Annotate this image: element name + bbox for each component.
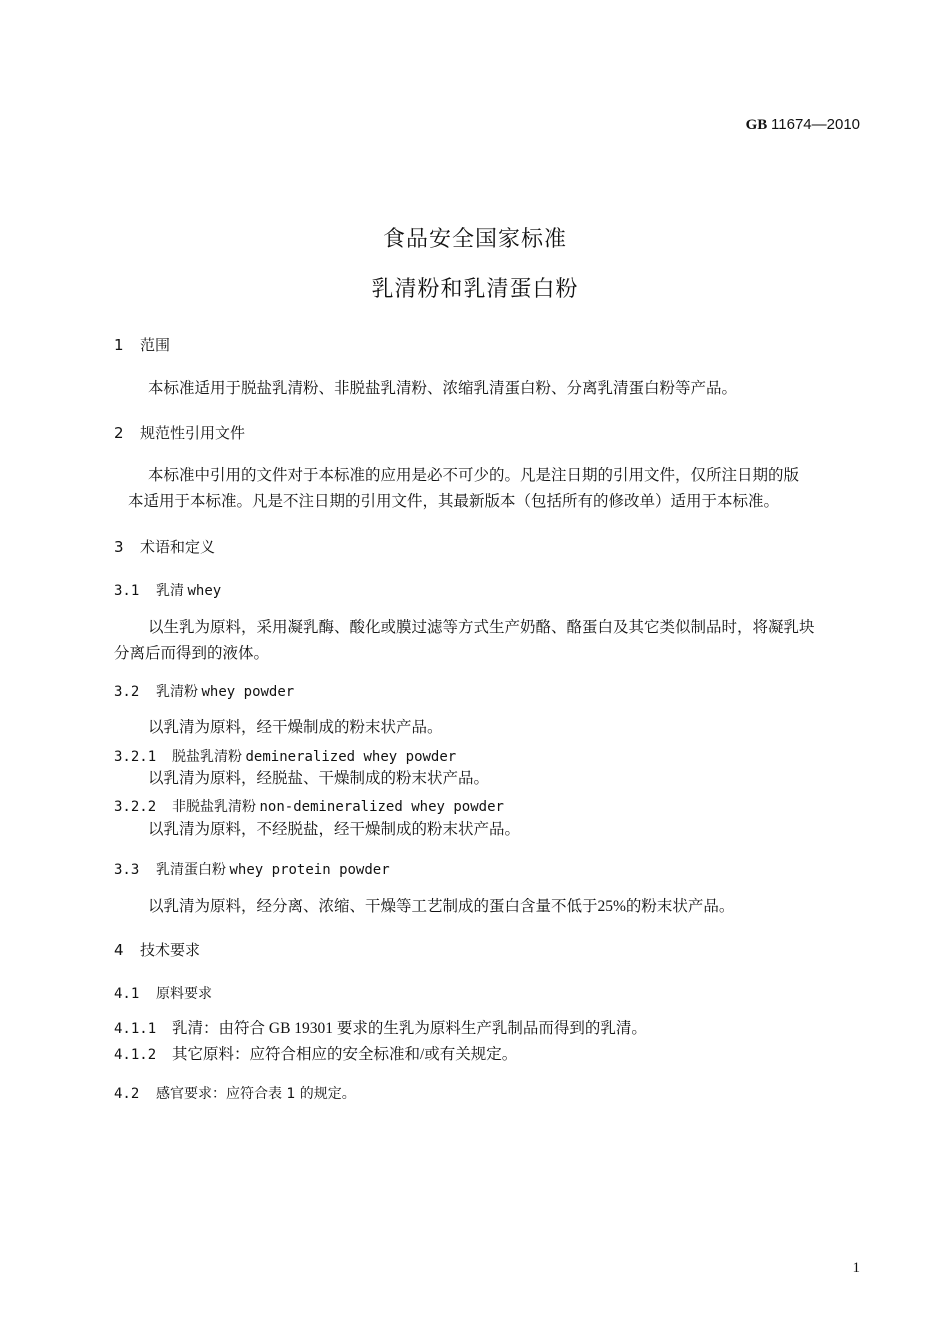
section-title: 术语和定义 bbox=[140, 538, 216, 556]
term-en: demineralized whey powder bbox=[245, 749, 457, 765]
section-4-1-1 bbox=[114, 1016, 647, 1038]
section-number: 4.2 bbox=[114, 1086, 140, 1102]
section-3-2-heading bbox=[114, 681, 294, 701]
term-en: non-demineralized whey powder bbox=[259, 799, 504, 815]
section-title: 规范性引用文件 bbox=[140, 424, 246, 442]
section-title: 技术要求 bbox=[140, 941, 201, 959]
section-3-3-heading bbox=[114, 859, 390, 879]
section-2-text-line-2: 本适用于本标准。凡是不注日期的引用文件，其最新版本（包括所有的修改单）适用于本标准。 bbox=[128, 493, 780, 510]
term-en: whey bbox=[187, 583, 222, 599]
section-4-2 bbox=[114, 1083, 356, 1103]
section-3-2-text: 以乳清为原料，经干燥制成的粉末状产品。 bbox=[148, 719, 443, 736]
section-title: 原料要求 bbox=[156, 986, 212, 1002]
standard-code bbox=[746, 116, 860, 134]
section-3-2-2-text: 以乳清为原料，不经脱盐，经干燥制成的粉末状产品。 bbox=[148, 821, 521, 838]
section-number: 4.1.1 bbox=[114, 1021, 157, 1037]
section-number: 1 bbox=[114, 336, 124, 354]
section-text: 感官要求：应符合表 1 的规定。 bbox=[156, 1086, 356, 1102]
section-text: 其它原料：应符合相应的安全标准和/或有关规定。 bbox=[172, 1046, 518, 1063]
section-2-text-line-1: 本标准中引用的文件对于本标准的应用是必不可少的。凡是注日期的引用文件，仅所注日期的版 bbox=[148, 467, 800, 484]
term-cn: 乳清蛋白粉 bbox=[156, 862, 226, 878]
section-3-2-2-heading bbox=[114, 796, 504, 816]
section-number: 3.1 bbox=[114, 583, 140, 599]
section-number: 3.3 bbox=[114, 862, 140, 878]
section-3-2-1-text: 以乳清为原料，经脱盐、干燥制成的粉末状产品。 bbox=[148, 770, 490, 787]
section-number: 3.2 bbox=[114, 684, 140, 700]
title-line-2: 乳清粉和乳清蛋白粉 bbox=[371, 277, 579, 302]
term-cn: 非脱盐乳清粉 bbox=[172, 799, 256, 815]
term-cn: 乳清粉 bbox=[156, 684, 198, 700]
section-3-2-1-heading bbox=[114, 746, 456, 766]
standard-prefix: GB bbox=[745, 117, 768, 133]
section-number: 3 bbox=[114, 538, 124, 556]
section-3-1-text-line-1: 以生乳为原料，采用凝乳酶、酸化或膜过滤等方式生产奶酪、酪蛋白及其它类似制品时，将凝乳块 bbox=[148, 619, 815, 636]
section-4-1-2 bbox=[114, 1042, 517, 1064]
section-2-heading bbox=[114, 422, 245, 443]
section-1-text: 本标准适用于脱盐乳清粉、非脱盐乳清粉、浓缩乳清蛋白粉、分离乳清蛋白粉等产品。 bbox=[148, 380, 738, 397]
section-3-1-text-line-2: 分离后而得到的液体。 bbox=[114, 645, 270, 662]
standard-number: 11674—2010 bbox=[771, 116, 860, 133]
section-1-heading bbox=[114, 334, 170, 355]
section-3-1-heading bbox=[114, 580, 221, 600]
section-text: 乳清：由符合 GB 19301 要求的生乳为原料生产乳制品而得到的乳清。 bbox=[172, 1020, 647, 1037]
section-4-1-heading bbox=[114, 983, 212, 1003]
section-3-heading bbox=[114, 536, 215, 557]
section-4-heading bbox=[114, 939, 200, 960]
section-number: 4.1 bbox=[114, 986, 140, 1002]
term-cn: 乳清 bbox=[156, 583, 184, 599]
title-line-1: 食品安全国家标准 bbox=[382, 227, 567, 252]
section-number: 2 bbox=[114, 424, 124, 442]
section-number: 3.2.2 bbox=[114, 799, 157, 815]
section-number: 4.1.2 bbox=[114, 1047, 157, 1063]
section-3-3-text: 以乳清为原料，经分离、浓缩、干燥等工艺制成的蛋白含量不低于25%的粉末状产品。 bbox=[148, 898, 735, 915]
term-en: whey protein powder bbox=[229, 862, 390, 878]
section-title: 范围 bbox=[140, 336, 171, 354]
term-cn: 脱盐乳清粉 bbox=[172, 749, 242, 765]
section-number: 4 bbox=[114, 941, 124, 959]
term-en: whey powder bbox=[201, 684, 295, 700]
section-number: 3.2.1 bbox=[114, 749, 157, 765]
page-number: 1 bbox=[852, 1260, 860, 1276]
